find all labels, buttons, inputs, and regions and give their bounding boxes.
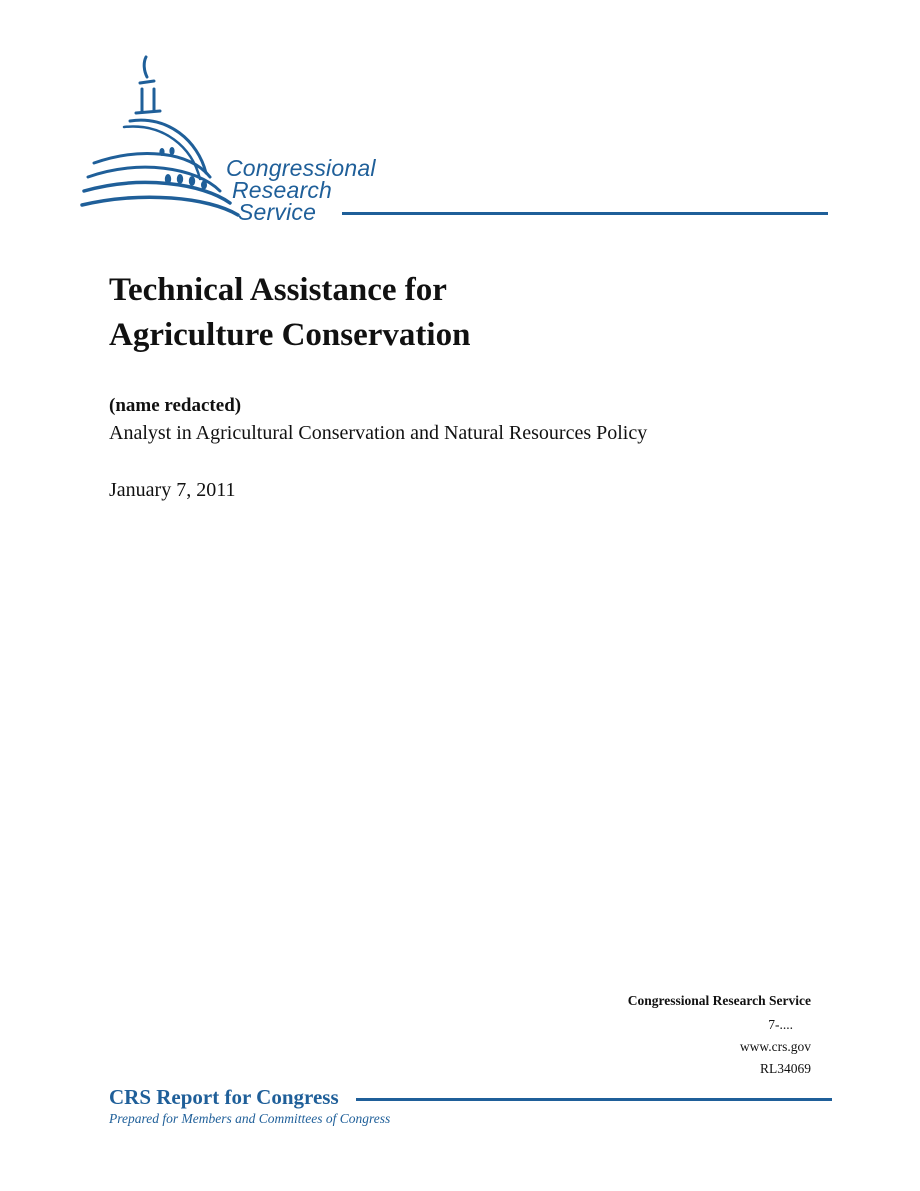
crs-phone: 7-.... [768,1017,793,1032]
logo-word-service: Service [238,199,317,225]
report-date: January 7, 2011 [109,479,236,501]
footer-title: CRS Report for Congress [109,1085,339,1109]
title-line-2: Agriculture Conservation [109,317,471,353]
author-role: Analyst in Agricultural Conservation and Natural Resources Policy [109,422,648,444]
crs-logo [80,55,830,225]
crs-name: Congressional Research Service [627,993,811,1008]
footer-subtitle: Prepared for Members and Committees of Congress [109,1111,391,1126]
crs-info-block [628,990,811,1080]
crs-website[interactable]: www.crs.gov [739,1039,811,1054]
title-line-1: Technical Assistance for [109,272,447,308]
report-title [109,268,809,358]
logo-rule [342,212,828,215]
logo-word-research: Research [232,177,333,203]
crs-report-number: RL34069 [759,1061,811,1076]
author-name: (name redacted) [109,395,242,416]
logo-word-congressional: Congressional [226,155,376,181]
footer-rule [356,1098,832,1101]
